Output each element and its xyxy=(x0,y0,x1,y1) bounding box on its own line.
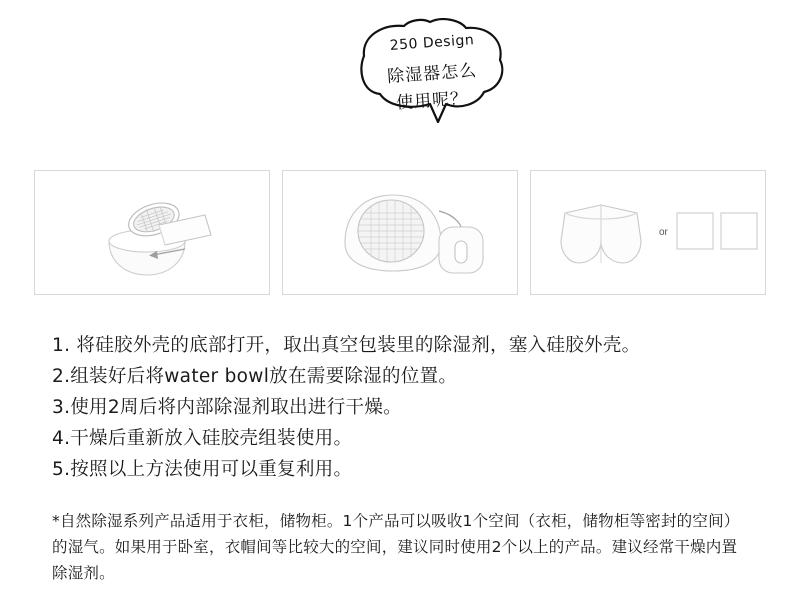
panel-or-label: or xyxy=(659,227,668,238)
instruction-step-3: 3.使用2周后将内部除湿剂取出进行干燥。 xyxy=(52,397,402,418)
step-illustration-panels xyxy=(34,170,766,295)
bubble-line-2: 除湿器怎么 xyxy=(386,60,478,88)
panel-place-bowl xyxy=(282,170,518,295)
panel-open-bottom-illustration xyxy=(35,171,271,296)
bubble-line-3: 使用呢？ xyxy=(395,88,469,114)
speech-bubble xyxy=(352,18,512,128)
instruction-step-2: 2.组装好后将water bowl放在需要除湿的位置。 xyxy=(52,366,458,387)
footnote-text: *自然除湿系列产品适用于衣柜，储物柜。1个产品可以吸收1个空间（衣柜，储物柜等密封的空间）的湿气。如果用于卧室，衣帽间等比较大的空间，建议同时使用2个以上的产品。建议经常干燥内置除湿剂。 xyxy=(52,512,740,582)
instruction-step-4: 4.干燥后重新放入硅胶壳组装使用。 xyxy=(52,428,353,449)
panel-dry-desiccant-illustration xyxy=(531,171,767,296)
bubble-line-1: 250 Design xyxy=(389,32,475,54)
instruction-list xyxy=(52,330,766,485)
panel-place-bowl-illustration xyxy=(283,171,519,296)
instruction-step-5: 5.按照以上方法使用可以重复利用。 xyxy=(52,459,353,480)
instruction-step-1: 1. 将硅胶外壳的底部打开，取出真空包装里的除湿剂，塞入硅胶外壳。 xyxy=(52,335,641,356)
panel-dry-desiccant xyxy=(530,170,766,295)
panel-open-bottom xyxy=(34,170,270,295)
